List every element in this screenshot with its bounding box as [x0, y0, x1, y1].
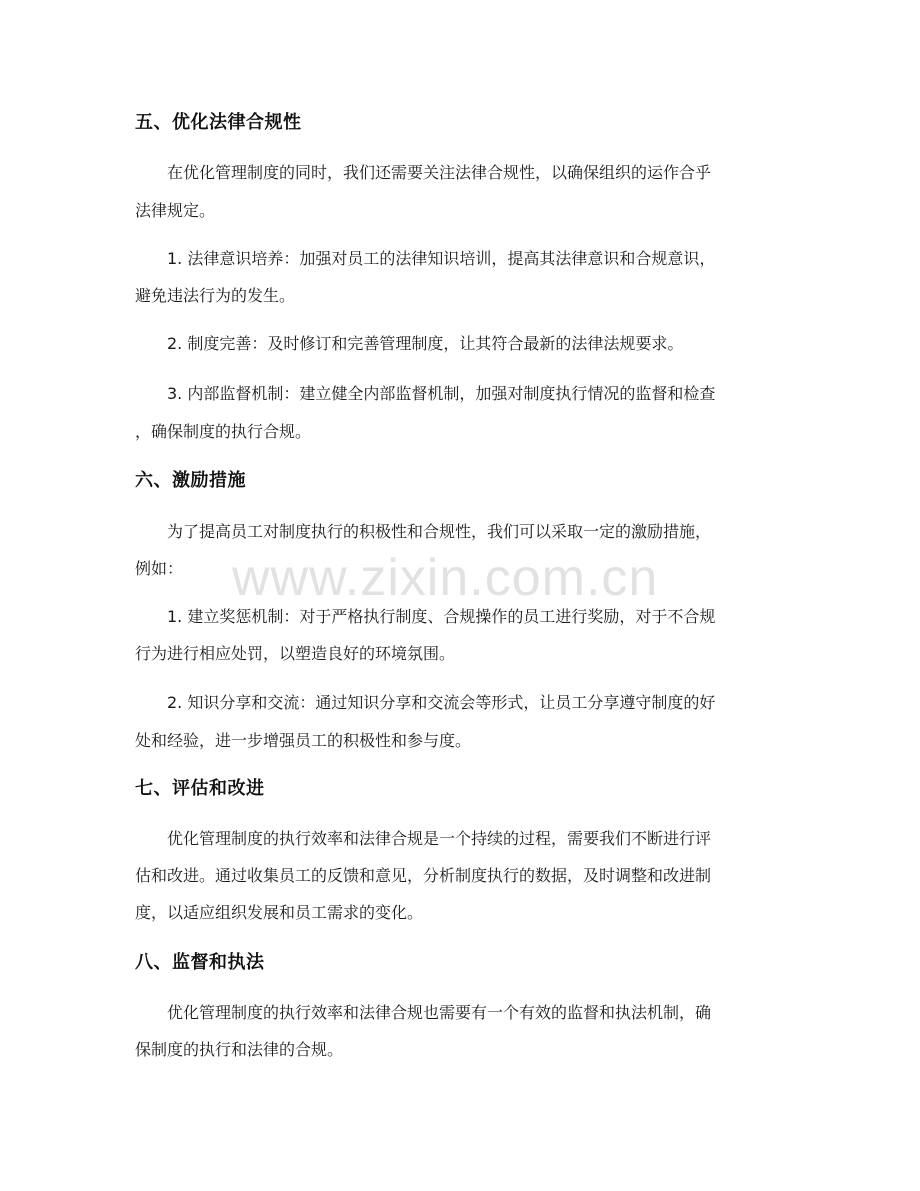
- section-heading: 七、评估和改进: [135, 778, 265, 799]
- paragraph-line: 为了提高员工对制度执行的积极性和合规性，我们可以采取一定的激励措施，: [167, 522, 712, 541]
- section-heading: 八、监督和执法: [135, 952, 265, 973]
- paragraph-line: 法律规定。: [135, 201, 216, 220]
- list-item-line: 1. 法律意识培养：加强对员工的法律知识培训，提高其法律意识和合规意识，: [167, 249, 716, 268]
- paragraph-line: 优化管理制度的执行效率和法律合规是一个持续的过程，需要我们不断进行评: [167, 829, 712, 848]
- watermark: www.zixin.com.cn: [232, 549, 659, 607]
- list-item-line: 2. 制度完善：及时修订和完善管理制度，让其符合最新的法律法规要求。: [167, 334, 684, 353]
- list-item-line: 避免违法行为的发生。: [135, 286, 296, 305]
- paragraph-line: 保制度的执行和法律的合规。: [135, 1040, 344, 1059]
- section-heading: 六、激励措施: [135, 470, 246, 491]
- list-item-line: 3. 内部监督机制：建立健全内部监督机制，加强对制度执行情况的监督和检查: [167, 384, 716, 403]
- paragraph-line: 在优化管理制度的同时，我们还需要关注法律合规性，以确保组织的运作合乎: [167, 163, 712, 182]
- list-item-line: 2. 知识分享和交流：通过知识分享和交流会等形式，让员工分享遵守制度的好: [167, 693, 716, 712]
- paragraph-line: 优化管理制度的执行效率和法律合规也需要有一个有效的监督和执法机制，确: [167, 1003, 712, 1022]
- paragraph-line: 例如：: [135, 559, 184, 578]
- section-heading: 五、优化法律合规性: [135, 112, 302, 133]
- list-item-line: 处和经验，进一步增强员工的积极性和参与度。: [135, 731, 472, 750]
- list-item-line: 行为进行相应处罚，以塑造良好的环境氛围。: [135, 644, 456, 663]
- paragraph-line: 度，以适应组织发展和员工需求的变化。: [135, 903, 424, 922]
- list-item-line: ，确保制度的执行合规。: [135, 422, 312, 441]
- paragraph-line: 估和改进。通过收集员工的反馈和意见，分析制度执行的数据，及时调整和改进制: [135, 866, 712, 885]
- list-item-line: 1. 建立奖惩机制：对于严格执行制度、合规操作的员工进行奖励，对于不合规: [167, 607, 716, 626]
